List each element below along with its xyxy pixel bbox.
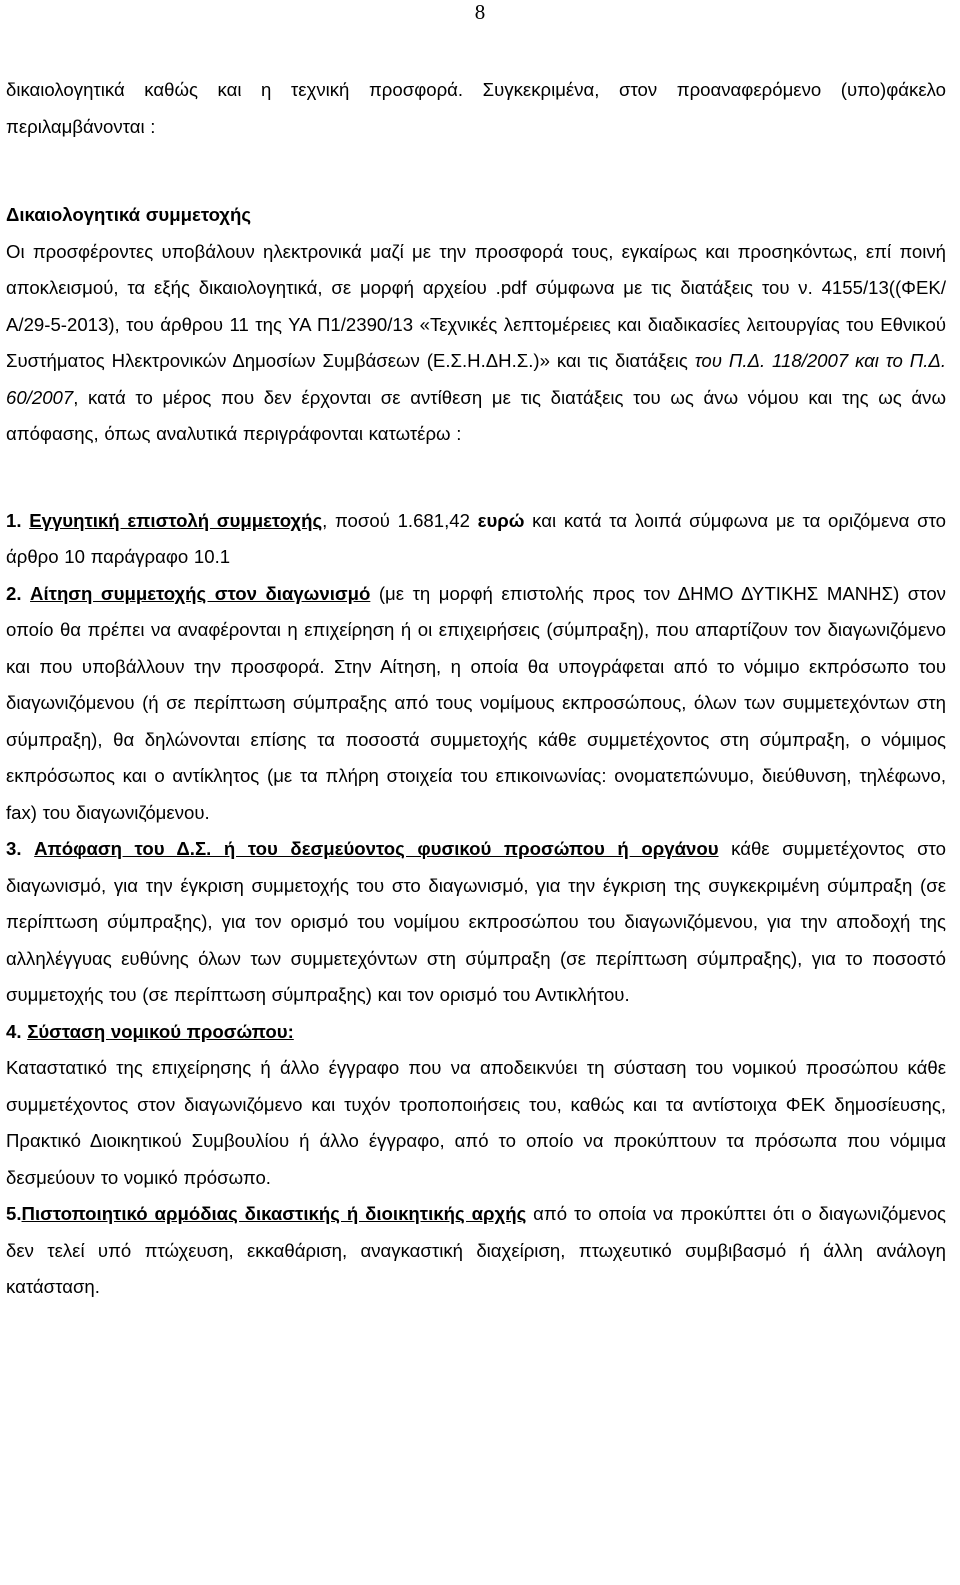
- item-title: Απόφαση του Δ.Σ. ή του δεσμεύοντος φυσικού προσώπου ή οργάνου: [34, 838, 719, 859]
- document-body: [6, 72, 946, 1306]
- item-currency: ευρώ: [477, 509, 525, 531]
- item-number: 4.: [6, 1020, 22, 1042]
- intro-paragraph: δικαιολογητικά καθώς και η τεχνική προσφορά. Συγκεκριμένα, στον προαναφερόμενο (υπο)φάκελο περιλαμβάνονται :: [6, 79, 946, 137]
- participation-paragraph: [6, 234, 946, 453]
- list-item-4-heading: [6, 1014, 946, 1051]
- spacer: [6, 453, 946, 503]
- item-number: 3.: [6, 838, 22, 859]
- spacer: [6, 145, 946, 197]
- item-number: 5.: [6, 1203, 22, 1224]
- list-item-4-text: Καταστατικό της επιχείρησης ή άλλο έγγραφο που να αποδεικνύει τη σύσταση του νομικού προσώπου κάθε συμμετέχοντος στον διαγωνιζόμενο και τυχόν τροποποιήσεις του, καθώς και τα αντίστοιχα ΦΕΚ δημοσίευσης, Πρακτικό Διοικητικού Συμβουλίου ή άλλο έγγραφο, από το οποίο να προκύπτουν τα πρόσωπα που νόμιμα δεσμεύουν το νομικό πρόσωπο.: [6, 1057, 946, 1188]
- item-title: Εγγυητική επιστολή συμμετοχής: [29, 509, 323, 531]
- item-text: κάθε συμμετέχοντος στο διαγωνισμό, για την έγκριση συμμετοχής του στο διαγωνισμό, για την έγκριση της συγκεκριμένη σύμπραξη (σε περίπτωση σύμπραξης), για τον ορισμό του νομίμου εκπροσώπου του διαγωνιζόμενου, για την αποδοχή της αλληλέγγυας ευθύνης όλων των συμμετεχόντων στη σύμπραξη (σε περίπτωση σύμπραξης), για το ποσοστό συμμετοχής του (σε περίπτωση σύμπραξης) και τον ορισμό του Αντικλήτου.: [6, 838, 946, 1005]
- page-number: 8: [474, 0, 486, 24]
- participation-text-a: Οι προσφέροντες υποβάλουν ηλεκτρονικά μαζί με την προσφορά τους, εγκαίρως και προσηκόντως, επί ποινή αποκλεισμού, τα εξής δικαιολογητικά, σε μορφή αρχείου .pdf σύμφωνα με τις διατάξεις του ν. 4155/13((ΦΕΚ/Α/29-5-2013), του άρθρου 11 της ΥΑ Π1/2390/13 «Τεχνικές λεπτομέρειες και διαδικασίες λειτουργίας του Εθνικού Συστήματος Ηλεκτρονικών Δημοσίων Συμβάσεων (Ε.Σ.Η.ΔΗ.Σ.)» και τις διατάξεις: [6, 240, 946, 371]
- item-text: από το οποία να προκύπτει ότι ο διαγωνιζόμενος δεν τελεί υπό πτώχευση, εκκαθάριση, αναγκαστική διαχείριση, πτωχευτικό συμβιβασμό ή άλλη ανάλογη κατάσταση.: [6, 1203, 946, 1297]
- participation-decrees: του Π.Δ. 118/2007 και το Π.Δ. 60/2007: [6, 350, 946, 408]
- list-item-1: [6, 503, 946, 576]
- item-title: Αίτηση συμμετοχής στον διαγωνισμό: [30, 582, 371, 604]
- participation-text-b: , κατά το μέρος που δεν έρχονται σε αντίθεση με τις διατάξεις του ως άνω νόμου και της ως άνω απόφασης, όπως αναλυτικά περιγράφονται κατωτέρω :: [6, 386, 946, 444]
- item-title: Πιστοποιητικό αρμόδιας δικαστικής ή διοικητικής αρχής: [21, 1203, 527, 1224]
- list-item-3: [6, 831, 946, 1014]
- list-item-2: [6, 576, 946, 832]
- heading-text: Δικαιολογητικά συμμετοχής: [6, 204, 252, 225]
- item-text-b: και κατά τα λοιπά σύμφωνα με τα οριζόμενα στο άρθρο 10 παράγραφο 10.1: [6, 509, 946, 567]
- item-number: 1.: [6, 509, 22, 531]
- item-title: Σύσταση νομικού προσώπου:: [27, 1020, 294, 1042]
- item-number: 2.: [6, 582, 22, 604]
- item-text-a: , ποσού 1.681,42: [322, 509, 478, 531]
- item-text: (με τη μορφή επιστολής προς τον ΔΗΜΟ ΔΥΤΙΚΗΣ ΜΑΝΗΣ) στον οποίο θα πρέπει να αναφέρονται η επιχείρηση ή οι επιχειρήσεις (σύμπραξη), που απαρτίζουν τον διαγωνιζόμενο και που υποβάλλουν την προσφορά. Στην Αίτηση, η οποία θα υπογράφεται από το νόμιμο εκπρόσωπο του διαγωνιζόμενου (ή σε περίπτωση σύμπραξης από τους νομίμους εκπροσώπους, όλων των συμμετεχόντων στη σύμπραξη), θα δηλώνονται επίσης τα ποσοστά συμμετοχής κάθε συμμετέχοντος στη σύμπραξη, ο νόμιμος εκπρόσωπος και ο αντίκλητος (με τα πλήρη στοιχεία του επικοινωνίας: ονοματεπώνυμο, διεύθυνση, τηλέφωνο, fax) του διαγωνιζόμενου.: [6, 582, 946, 823]
- participation-heading: [6, 197, 946, 234]
- list-item-5: [6, 1196, 946, 1306]
